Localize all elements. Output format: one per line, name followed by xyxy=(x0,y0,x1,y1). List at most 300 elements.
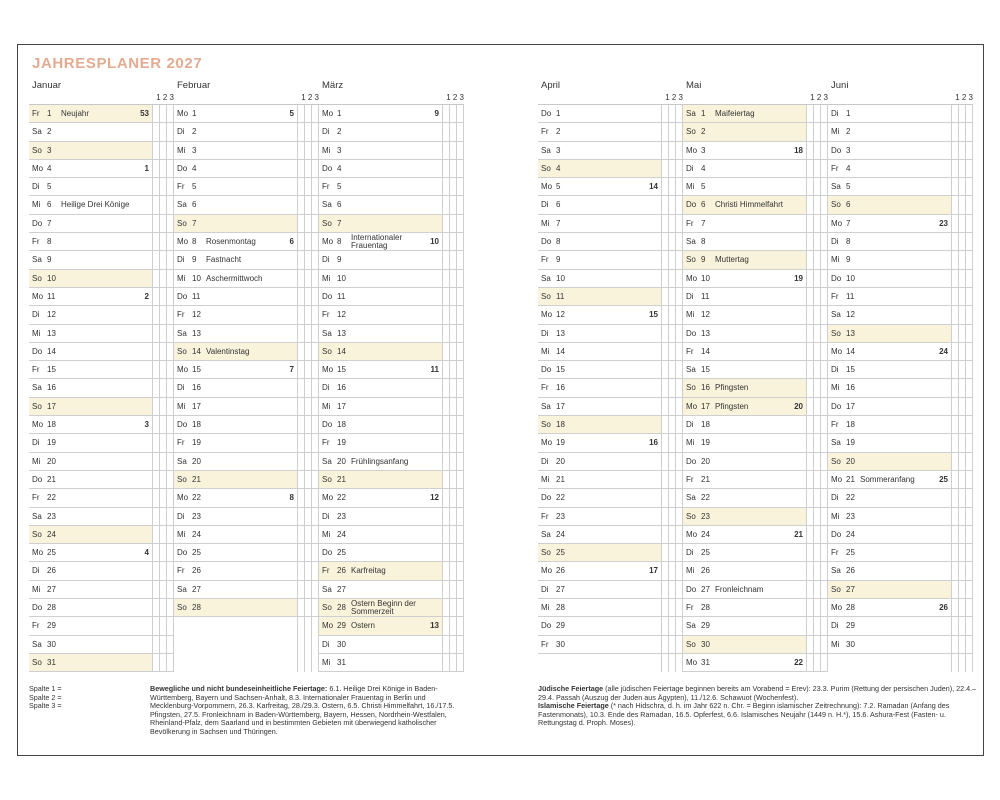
weekday: So xyxy=(32,273,42,283)
day-cell xyxy=(174,306,297,323)
weekday: Do xyxy=(32,603,43,613)
holiday-name: Frühlingsanfang xyxy=(351,456,409,466)
day-number: 24 xyxy=(701,529,710,539)
day-number: 27 xyxy=(846,584,855,594)
panel-left xyxy=(29,45,464,755)
day-cell xyxy=(174,508,297,525)
weekday: So xyxy=(686,383,696,393)
day-number: 22 xyxy=(47,493,56,503)
day-number: 27 xyxy=(47,584,56,594)
day-number: 29 xyxy=(556,621,565,631)
day-number: 7 xyxy=(556,218,561,228)
week-number: 7 xyxy=(289,365,294,375)
weekday: Di xyxy=(686,548,694,558)
day-number: 19 xyxy=(192,438,201,448)
day-cell xyxy=(29,581,152,598)
month-name: Juni xyxy=(831,80,849,91)
weekday: Mi xyxy=(322,529,331,539)
weekday: Di xyxy=(831,237,839,247)
day-number: 3 xyxy=(701,145,706,155)
day-number: 12 xyxy=(337,310,346,320)
weekday: Di xyxy=(541,200,549,210)
day-number: 13 xyxy=(701,328,710,338)
day-number: 17 xyxy=(556,401,565,411)
day-number: 7 xyxy=(47,218,52,228)
column-line xyxy=(159,105,160,672)
day-cell xyxy=(683,508,806,525)
day-number: 10 xyxy=(47,273,56,283)
holiday-name: Ostern Beginn der Sommerzeit xyxy=(351,599,416,617)
weekday: Mo xyxy=(686,145,698,155)
day-cell xyxy=(319,270,442,287)
weekday: Fr xyxy=(541,511,549,521)
weekday: Do xyxy=(831,145,842,155)
weekday: Mi xyxy=(831,127,840,137)
column-line xyxy=(813,105,814,672)
weekday: Do xyxy=(831,529,842,539)
weekday: Di xyxy=(177,255,185,265)
day-cell xyxy=(319,306,442,323)
day-number: 5 xyxy=(701,182,706,192)
weekday: Mi xyxy=(177,529,186,539)
day-cell xyxy=(538,160,661,177)
column-line xyxy=(311,105,312,672)
day-cell xyxy=(538,471,661,488)
day-cell xyxy=(29,562,152,579)
weekday: Mo xyxy=(686,529,698,539)
day-number: 11 xyxy=(556,291,565,301)
day-cell xyxy=(538,105,661,122)
weekday: Mo xyxy=(686,657,698,667)
day-number: 2 xyxy=(701,127,706,137)
day-cell xyxy=(174,270,297,287)
day-number: 7 xyxy=(846,218,851,228)
day-number: 17 xyxy=(846,401,855,411)
day-number: 28 xyxy=(846,603,855,613)
panel-right xyxy=(538,45,973,755)
week-number: 23 xyxy=(939,218,948,228)
week-number: 5 xyxy=(289,109,294,118)
weekday: Mo xyxy=(322,365,334,375)
day-cell xyxy=(828,508,951,525)
day-number: 10 xyxy=(701,273,710,283)
day-number: 18 xyxy=(701,420,710,430)
weekday: Mi xyxy=(322,657,331,667)
day-number: 11 xyxy=(337,291,346,301)
day-cell xyxy=(319,196,442,213)
day-number: 13 xyxy=(846,328,855,338)
day-cell xyxy=(828,105,951,122)
column-line xyxy=(675,105,676,672)
holiday-name: Maifeiertag xyxy=(715,109,755,118)
day-cell xyxy=(683,160,806,177)
day-number: 27 xyxy=(556,584,565,594)
month-name: Januar xyxy=(32,80,62,91)
column-line xyxy=(152,105,153,672)
day-number: 6 xyxy=(337,200,342,210)
day-number: 20 xyxy=(556,456,565,466)
day-number: 19 xyxy=(701,438,710,448)
day-number: 8 xyxy=(337,237,342,247)
day-number: 2 xyxy=(556,127,561,137)
day-number: 9 xyxy=(846,255,851,265)
weekday: Do xyxy=(32,346,43,356)
weekday: Di xyxy=(177,511,185,521)
day-number: 21 xyxy=(701,474,710,484)
day-cell xyxy=(683,453,806,470)
day-cell xyxy=(538,361,661,378)
day-cell xyxy=(319,599,442,616)
weekday: Fr xyxy=(686,474,694,484)
day-cell xyxy=(29,489,152,506)
day-cell xyxy=(538,215,661,232)
day-cell xyxy=(174,581,297,598)
day-cell xyxy=(174,233,297,250)
day-cell xyxy=(828,453,951,470)
week-number: 25 xyxy=(939,474,948,484)
day-number: 5 xyxy=(846,182,851,192)
day-number: 31 xyxy=(47,657,56,667)
weekday: So xyxy=(177,474,187,484)
day-number: 28 xyxy=(701,603,710,613)
day-cell xyxy=(538,508,661,525)
day-number: 25 xyxy=(192,548,201,558)
holiday-name: Rosenmontag xyxy=(206,237,256,247)
weekday: Di xyxy=(32,182,40,192)
day-number: 15 xyxy=(846,365,855,375)
day-number: 3 xyxy=(47,145,52,155)
day-number: 1 xyxy=(701,109,706,118)
day-cell xyxy=(29,434,152,451)
holiday-name: Heilige Drei Könige xyxy=(61,200,130,210)
day-number: 12 xyxy=(846,310,855,320)
weekday: Sa xyxy=(32,255,42,265)
week-number: 10 xyxy=(430,237,439,247)
day-cell xyxy=(319,544,442,561)
day-number: 4 xyxy=(337,163,342,173)
day-cell xyxy=(828,599,951,616)
day-cell xyxy=(174,562,297,579)
day-number: 29 xyxy=(846,621,855,631)
weekday: Mi xyxy=(541,218,550,228)
day-cell xyxy=(683,434,806,451)
day-cell xyxy=(828,233,951,250)
day-number: 6 xyxy=(192,200,197,210)
weekday: Fr xyxy=(541,639,549,649)
day-number: 2 xyxy=(47,127,52,137)
weekday: Mo xyxy=(32,548,44,558)
day-number: 17 xyxy=(701,401,710,411)
weekday: Mi xyxy=(831,639,840,649)
day-cell xyxy=(683,398,806,415)
day-cell xyxy=(683,142,806,159)
day-cell xyxy=(828,471,951,488)
day-cell xyxy=(319,379,442,396)
weekday: Sa xyxy=(177,584,187,594)
weekday: Sa xyxy=(177,456,187,466)
weekday: Mo xyxy=(686,401,698,411)
day-number: 4 xyxy=(846,163,851,173)
day-cell xyxy=(538,178,661,195)
column-line xyxy=(806,105,807,672)
weekday: Mi xyxy=(177,145,186,155)
day-number: 17 xyxy=(337,401,346,411)
day-number: 14 xyxy=(337,346,346,356)
column-header: 1 2 3 xyxy=(301,93,319,102)
day-number: 1 xyxy=(337,109,342,118)
week-number: 3 xyxy=(144,420,149,430)
day-cell xyxy=(683,379,806,396)
weekday: Mo xyxy=(32,420,44,430)
weekday: So xyxy=(32,401,42,411)
planner-page xyxy=(17,44,984,756)
weekday: Mi xyxy=(831,511,840,521)
day-cell xyxy=(29,270,152,287)
weekday: So xyxy=(541,420,551,430)
weekday: Di xyxy=(322,383,330,393)
month-juni xyxy=(828,79,973,672)
day-cell xyxy=(29,325,152,342)
day-cell xyxy=(319,233,442,250)
weekday: Di xyxy=(32,438,40,448)
day-cell xyxy=(29,508,152,525)
weekday: Sa xyxy=(831,566,841,576)
weekday: Mo xyxy=(177,365,189,375)
day-cell xyxy=(538,306,661,323)
weekday: Sa xyxy=(322,200,332,210)
weekday: Mi xyxy=(686,182,695,192)
day-number: 21 xyxy=(47,474,56,484)
weekday: Fr xyxy=(177,566,185,576)
weekday: Mo xyxy=(177,493,189,503)
day-cell xyxy=(538,526,661,543)
day-cell xyxy=(174,453,297,470)
day-cell xyxy=(538,123,661,140)
weekday: Do xyxy=(177,163,188,173)
legend-jewish-title: Jüdische Feiertage xyxy=(538,684,604,693)
day-number: 6 xyxy=(701,200,706,210)
weekday: Mi xyxy=(32,584,41,594)
day-cell xyxy=(683,288,806,305)
column-line xyxy=(456,105,457,672)
day-cell xyxy=(683,654,806,671)
day-number: 4 xyxy=(192,163,197,173)
day-number: 6 xyxy=(846,200,851,210)
week-number: 19 xyxy=(794,273,803,283)
day-number: 26 xyxy=(337,566,346,576)
day-number: 9 xyxy=(556,255,561,265)
day-cell xyxy=(174,361,297,378)
day-cell xyxy=(29,453,152,470)
day-cell xyxy=(683,270,806,287)
weekday: Di xyxy=(831,493,839,503)
day-number: 23 xyxy=(846,511,855,521)
weekday: Mi xyxy=(322,273,331,283)
day-cell xyxy=(683,636,806,653)
day-number: 26 xyxy=(192,566,201,576)
day-cell xyxy=(319,654,442,671)
day-cell xyxy=(174,196,297,213)
weekday: Fr xyxy=(541,383,549,393)
day-number: 20 xyxy=(337,456,346,466)
day-cell xyxy=(538,142,661,159)
weekday: Do xyxy=(177,420,188,430)
weekday: Di xyxy=(177,383,185,393)
weekday: Mo xyxy=(831,346,843,356)
weekday: Fr xyxy=(177,182,185,192)
day-cell xyxy=(29,215,152,232)
day-cell xyxy=(319,123,442,140)
weekday: So xyxy=(177,218,187,228)
day-number: 22 xyxy=(337,493,346,503)
day-number: 18 xyxy=(556,420,565,430)
day-number: 13 xyxy=(337,328,346,338)
day-cell xyxy=(683,544,806,561)
day-cell xyxy=(174,416,297,433)
weekday: Sa xyxy=(322,456,332,466)
week-number: 6 xyxy=(289,237,294,247)
empty-row xyxy=(538,654,683,672)
day-number: 14 xyxy=(846,346,855,356)
month-januar xyxy=(29,79,174,672)
day-cell xyxy=(828,562,951,579)
holiday-name: Valentinstag xyxy=(206,346,250,356)
weekday: Sa xyxy=(541,145,551,155)
weekday: So xyxy=(686,511,696,521)
day-number: 31 xyxy=(701,657,710,667)
weekday: So xyxy=(32,529,42,539)
weekday: Di xyxy=(686,163,694,173)
day-number: 31 xyxy=(337,657,346,667)
day-number: 22 xyxy=(556,493,565,503)
day-cell xyxy=(828,196,951,213)
day-cell xyxy=(828,398,951,415)
day-number: 30 xyxy=(701,639,710,649)
weekday: Fr xyxy=(32,237,40,247)
weekday: Mi xyxy=(32,328,41,338)
weekday: Do xyxy=(541,237,552,247)
weekday: Do xyxy=(177,548,188,558)
day-cell xyxy=(319,361,442,378)
day-number: 10 xyxy=(192,273,201,283)
day-cell xyxy=(828,416,951,433)
week-number: 24 xyxy=(939,346,948,356)
weekday: Sa xyxy=(831,438,841,448)
day-number: 26 xyxy=(701,566,710,576)
day-number: 7 xyxy=(192,218,197,228)
day-cell xyxy=(319,343,442,360)
day-number: 28 xyxy=(192,603,201,613)
weekday: Mi xyxy=(686,310,695,320)
day-cell xyxy=(29,398,152,415)
weekday: Fr xyxy=(541,127,549,137)
day-number: 18 xyxy=(337,420,346,430)
day-cell xyxy=(683,416,806,433)
weekday: So xyxy=(322,474,332,484)
weekday: Fr xyxy=(32,365,40,375)
day-cell xyxy=(319,581,442,598)
day-number: 30 xyxy=(47,639,56,649)
weekday: Di xyxy=(322,255,330,265)
day-cell xyxy=(174,288,297,305)
weekday: Do xyxy=(831,401,842,411)
weekday: Sa xyxy=(541,401,551,411)
day-cell xyxy=(538,270,661,287)
day-number: 2 xyxy=(192,127,197,137)
weekday: Fr xyxy=(541,255,549,265)
month-name: April xyxy=(541,80,561,91)
holiday-name: Karfreitag xyxy=(351,566,386,576)
day-cell xyxy=(828,636,951,653)
day-number: 12 xyxy=(192,310,201,320)
day-number: 24 xyxy=(337,529,346,539)
weekday: Mo xyxy=(541,182,553,192)
holiday-name: Fronleichnam xyxy=(715,584,764,594)
day-number: 12 xyxy=(47,310,56,320)
weekday: Mi xyxy=(541,474,550,484)
weekday: Mo xyxy=(177,109,189,118)
day-cell xyxy=(538,599,661,616)
day-number: 3 xyxy=(556,145,561,155)
week-number: 22 xyxy=(794,657,803,667)
weekday: Do xyxy=(686,456,697,466)
weekday: Sa xyxy=(686,237,696,247)
weekday: Fr xyxy=(322,438,330,448)
weekday: So xyxy=(322,346,332,356)
day-number: 23 xyxy=(192,511,201,521)
day-cell xyxy=(174,215,297,232)
weekday: Di xyxy=(686,420,694,430)
day-number: 21 xyxy=(556,474,565,484)
weekday: Di xyxy=(322,127,330,137)
day-number: 22 xyxy=(192,493,201,503)
day-cell xyxy=(29,379,152,396)
day-number: 6 xyxy=(47,200,52,210)
day-cell xyxy=(29,123,152,140)
weekday: Mi xyxy=(541,603,550,613)
day-cell xyxy=(174,123,297,140)
day-number: 25 xyxy=(337,548,346,558)
day-number: 16 xyxy=(846,383,855,393)
day-cell xyxy=(174,526,297,543)
weekday: Mo xyxy=(541,310,553,320)
day-cell xyxy=(828,123,951,140)
day-cell xyxy=(29,343,152,360)
day-number: 27 xyxy=(701,584,710,594)
weekday: Do xyxy=(322,548,333,558)
day-number: 11 xyxy=(47,291,56,301)
weekday: Sa xyxy=(32,639,42,649)
day-cell xyxy=(683,471,806,488)
day-cell xyxy=(29,617,152,634)
column-line xyxy=(820,105,821,672)
day-cell xyxy=(319,526,442,543)
weekday: Mo xyxy=(177,237,189,247)
day-cell xyxy=(828,526,951,543)
legend-left-title: Bewegliche und nicht bundeseinheitliche Feiertage: xyxy=(150,684,328,693)
day-cell xyxy=(319,160,442,177)
day-number: 15 xyxy=(337,365,346,375)
week-number: 18 xyxy=(794,145,803,155)
day-number: 30 xyxy=(337,639,346,649)
day-number: 30 xyxy=(846,639,855,649)
column-line xyxy=(463,105,464,672)
day-cell xyxy=(828,544,951,561)
day-number: 25 xyxy=(556,548,565,558)
weekday: Sa xyxy=(32,511,42,521)
day-number: 18 xyxy=(846,420,855,430)
day-cell xyxy=(319,325,442,342)
